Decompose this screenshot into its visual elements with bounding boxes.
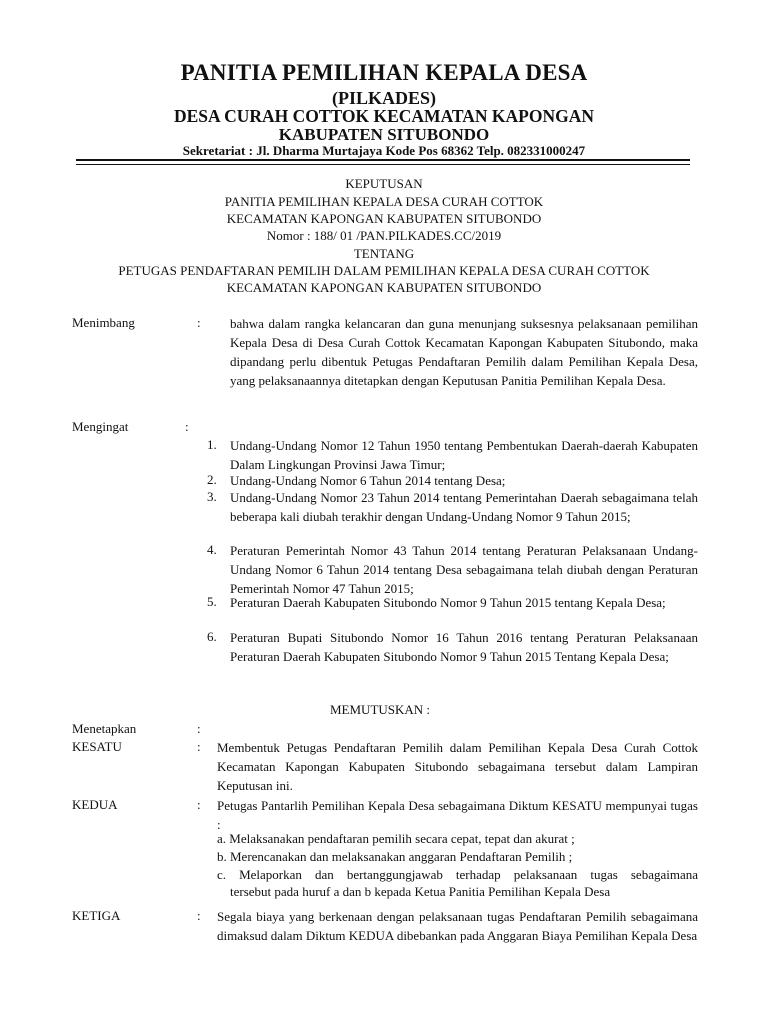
kedua-task: c. Melaporkan dan bertanggungjawab terhadap pelaksanaan tugas sebagaimana — [217, 867, 698, 882]
ketiga-text: Segala biaya yang berkenaan dengan pelaksanaan tugas Pendaftaran Pemilih sebagaimana dimaksud dalam Diktum KEDUA dibebankan pada Anggaran Biaya Pemilihan Kepala Desa — [217, 909, 698, 943]
kesatu-text: Membentuk Petugas Pendaftaran Pemilih dalam Pemilihan Kepala Desa Curah Cottok Kecamatan Kapongan Kabupaten Situbondo sebagaimana tersebut dalam Lampiran Keputusan ini. — [217, 740, 698, 793]
mengingat-item-text: Peraturan Bupati Situbondo Nomor 16 Tahun 2016 tentang Peraturan Pelaksanaan Peraturan Daerah Kabupaten Situbondo Nomor 9 Tahun 2015 Tentang Kepala Desa; — [230, 630, 698, 664]
menimbang-colon: : — [197, 315, 201, 330]
ketiga-colon: : — [197, 908, 201, 923]
menimbang-label: Menimbang — [72, 315, 135, 330]
letterhead-village: DESA CURAH COTTOK KECAMATAN KAPONGAN — [173, 106, 595, 126]
letterhead-rule-thick — [76, 159, 690, 161]
decree-heading: KEPUTUSAN — [345, 176, 423, 191]
letterhead-subtitle: (PILKADES) — [331, 88, 436, 108]
ketiga-label: KETIGA — [72, 908, 121, 923]
mengingat-item-text: Undang-Undang Nomor 23 Tahun 2014 tentang Pemerintahan Daerah sebagaimana telah beberapa kali diubah terakhir dengan Undang-Undang Nomor 9 Tahun 2015; — [230, 490, 698, 524]
mengingat-item-number: 4. — [207, 542, 217, 557]
letterhead-regency: KABUPATEN SITUBONDO — [278, 125, 490, 144]
decree-number: Nomor : 188/ 01 /PAN.PILKADES.CC/2019 — [266, 228, 502, 243]
kesatu-label: KESATU — [72, 739, 122, 754]
mengingat-item-number: 6. — [207, 629, 217, 644]
mengingat-item-number: 1. — [207, 437, 217, 452]
mengingat-label: Mengingat — [72, 419, 129, 434]
mengingat-item-text: Undang-Undang Nomor 6 Tahun 2014 tentang Desa; — [230, 473, 506, 488]
decree-subject-line2: KECAMATAN KAPONGAN KABUPATEN SITUBONDO — [226, 280, 542, 295]
decree-line1: PANITIA PEMILIHAN KEPALA DESA CURAH COTTOK — [224, 194, 544, 209]
memutuskan-heading: MEMUTUSKAN : — [330, 702, 431, 717]
letterhead-rule-thin — [76, 164, 690, 165]
kedua-task-continuation: tersebut pada huruf a dan b kepada Ketua Panitia Pemilihan Kepala Desa — [230, 884, 611, 899]
kedua-task: a. Melaksanakan pendaftaran pemilih secara cepat, tepat dan akurat ; — [217, 831, 575, 846]
decree-about: TENTANG — [353, 246, 415, 261]
mengingat-item-number: 5. — [207, 594, 217, 609]
menetapkan-label: Menetapkan — [72, 721, 137, 736]
mengingat-colon: : — [185, 419, 189, 434]
kesatu-colon: : — [197, 739, 201, 754]
kedua-intro: Petugas Pantarlih Pemilihan Kepala Desa sebagaimana Diktum KESATU mempunyai tugas : — [217, 798, 698, 832]
mengingat-item-text: Undang-Undang Nomor 12 Tahun 1950 tentang Pembentukan Daerah-daerah Kabupaten Dalam Lingkungan Provinsi Jawa Timur; — [230, 438, 698, 472]
menetapkan-colon: : — [197, 721, 201, 736]
mengingat-item-text: Peraturan Pemerintah Nomor 43 Tahun 2014 tentang Peraturan Pelaksanaan Undang-Undang Nomor 6 Tahun 2014 tentang Desa sebagaimana telah diubah dengan Peraturan Pemerintah Nomor 47 Tahun 2015; — [230, 543, 698, 596]
decree-subject-line1: PETUGAS PENDAFTARAN PEMILIH DALAM PEMILIHAN KEPALA DESA CURAH COTTOK — [118, 263, 650, 278]
letterhead-title: PANITIA PEMILIHAN KEPALA DESA — [180, 60, 588, 85]
mengingat-item-text: Peraturan Daerah Kabupaten Situbondo Nomor 9 Tahun 2015 tentang Kepala Desa; — [230, 595, 666, 610]
mengingat-item-number: 3. — [207, 489, 217, 504]
letterhead-secretariat: Sekretariat : Jl. Dharma Murtajaya Kode Pos 68362 Telp. 082331000247 — [182, 143, 586, 158]
kedua-label: KEDUA — [72, 797, 118, 812]
menimbang-text: bahwa dalam rangka kelancaran dan guna menunjang suksesnya pelaksanaan pemilihan Kepala Desa di Desa Curah Cottok Kecamatan Kapongan Kabupaten Situbondo, maka dipandang perlu dibentuk Petugas Pendaftaran Pemilih dalam Pemilihan Kepala Desa, yang pelaksanaannya ditetapkan dengan Keputusan Panitia Pemilihan Kepala Desa. — [230, 316, 698, 388]
kedua-colon: : — [197, 797, 201, 812]
decree-line2: KECAMATAN KAPONGAN KABUPATEN SITUBONDO — [226, 211, 542, 226]
mengingat-item-number: 2. — [207, 472, 217, 487]
kedua-task: b. Merencanakan dan melaksanakan anggaran Pendaftaran Pemilih ; — [217, 849, 573, 864]
